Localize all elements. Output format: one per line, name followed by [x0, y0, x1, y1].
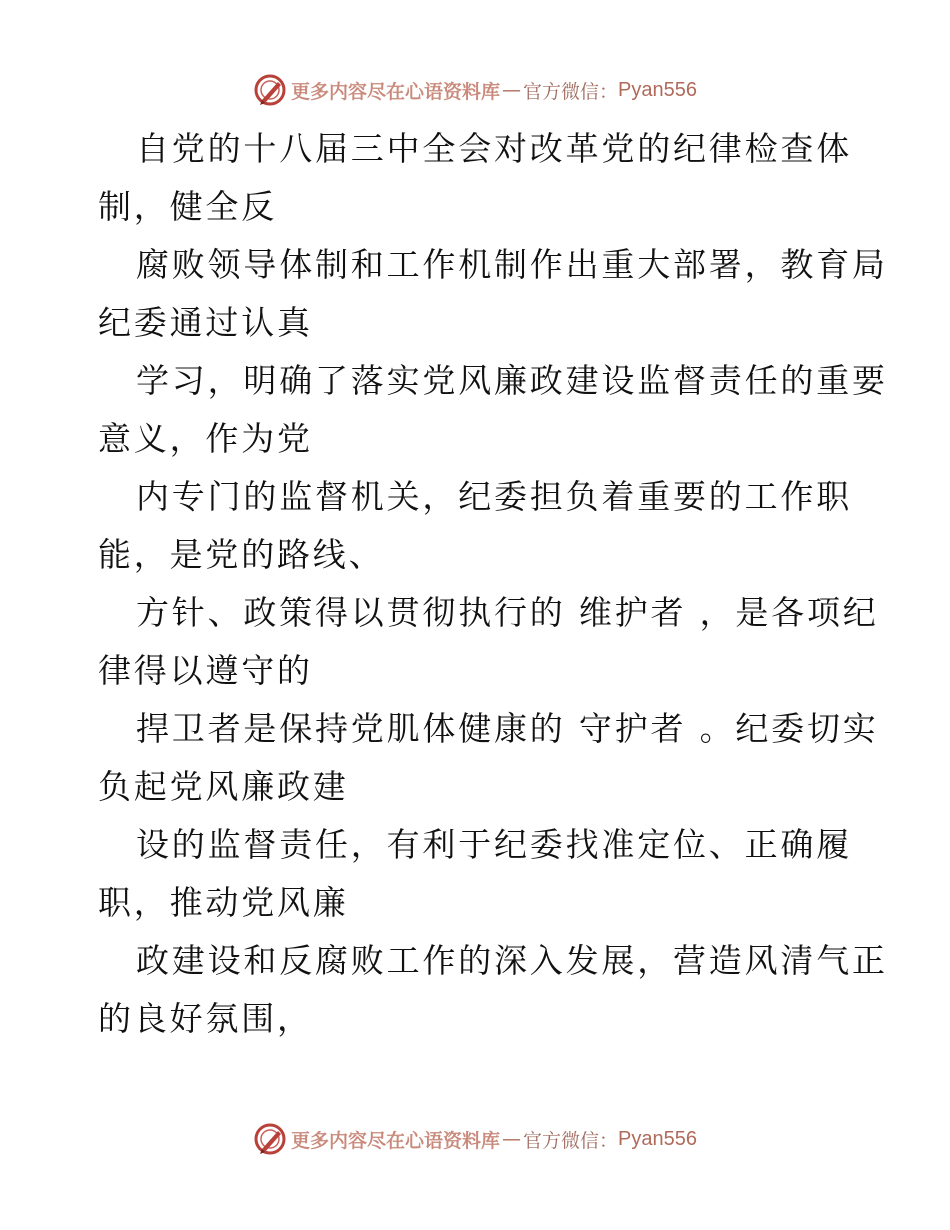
document-body: [98, 120, 888, 1048]
body-line: 腐败领导体制和工作机制作出重大部署，教育局: [136, 245, 888, 284]
body-line: 能，是党的路线、: [98, 535, 385, 574]
header-banner: [0, 73, 950, 107]
body-line: 设的监督责任，有利于纪委找准定位、正确履: [136, 825, 852, 864]
body-line: 捍卫者是保持党肌体健康的 守护者 。纪委切实: [136, 709, 879, 748]
body-line: 制，健全反: [98, 187, 277, 226]
banner-wechat-label: 官方微信：: [523, 80, 619, 103]
body-line: 学习，明确了落实党风廉政建设监督责任的重要: [136, 361, 888, 400]
body-line: 职，推动党风廉: [98, 883, 349, 922]
body-line: 负起党风廉政建: [98, 767, 349, 806]
banner-brand-text: 更多内容尽在心语资料库: [291, 80, 501, 103]
footer-banner: [0, 1122, 950, 1156]
banner-brand-text: 更多内容尽在心语资料库: [291, 1129, 501, 1152]
body-line: 律得以遵守的: [98, 651, 313, 690]
body-line: 内专门的监督机关，纪委担负着重要的工作职: [136, 477, 852, 516]
banner-wechat-id: Pyan556: [618, 78, 697, 101]
banner-wechat-id: Pyan556: [618, 1127, 697, 1150]
body-line: 纪委通过认真: [98, 303, 313, 342]
banner-dash: —: [502, 1128, 522, 1150]
banner-wechat-label: 官方微信：: [523, 1129, 619, 1152]
pen-nib-logo-icon: [253, 1122, 287, 1156]
body-line: 意义，作为党: [98, 419, 313, 458]
body-line: 政建设和反腐败工作的深入发展，营造风清气正: [136, 941, 888, 980]
pen-nib-logo-icon: [253, 73, 287, 107]
banner-dash: —: [502, 79, 522, 101]
body-line: 方针、政策得以贯彻执行的 维护者 ，是各项纪: [136, 593, 879, 632]
body-line: 的良好氛围，: [98, 999, 313, 1038]
body-line: 自党的十八届三中全会对改革党的纪律检查体: [136, 129, 852, 168]
